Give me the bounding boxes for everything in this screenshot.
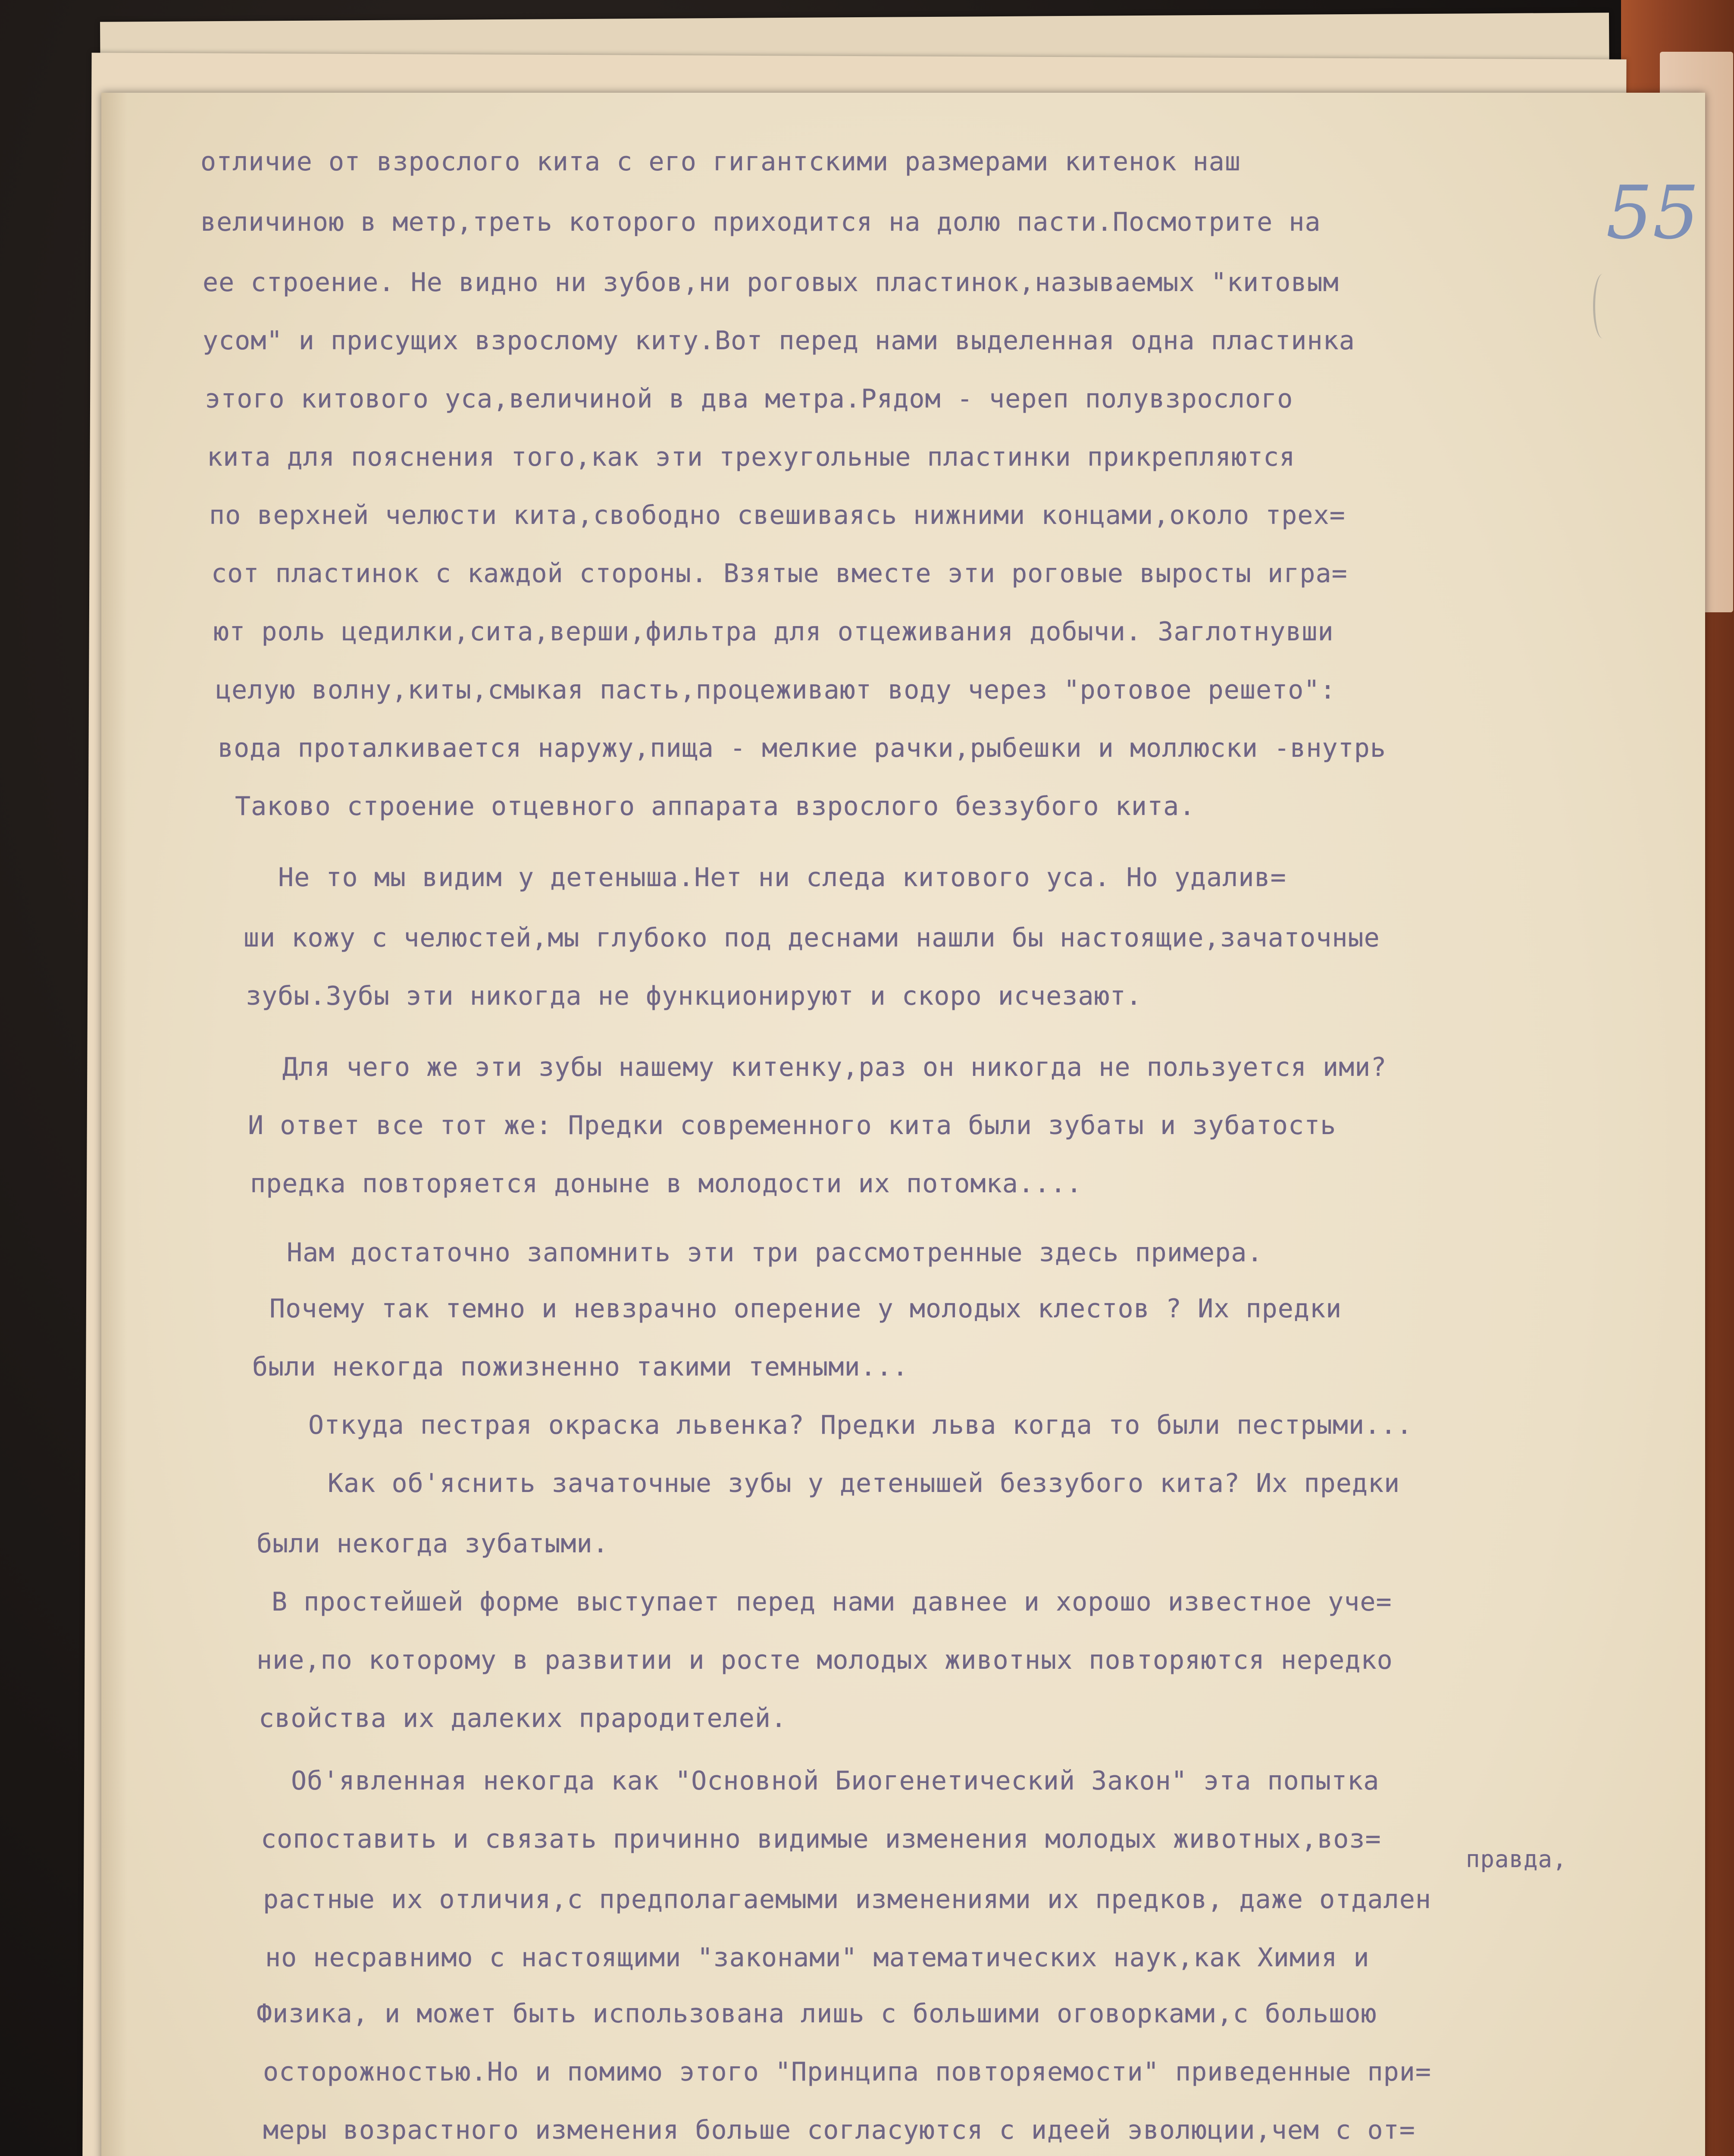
text-line: растные их отличия,с предполагаемыми изменениями их предков, даже отдален	[263, 1884, 1431, 1915]
text-line: Об'явленная некогда как "Основной Биогенетический Закон" эта попытка	[291, 1766, 1380, 1796]
text-line: Нам достаточно запомнить эти три рассмотренные здесь примера.	[287, 1238, 1263, 1268]
text-line: предка повторяется доныне в молодости их потомка....	[250, 1169, 1083, 1199]
text-line: Откуда пестрая окраска львенка? Предки льва когда то были пестрыми...	[308, 1410, 1413, 1440]
text-line: величиною в метр,треть которого приходится на долю пасти.Посмотрите на	[200, 207, 1321, 237]
text-line: ют роль цедилки,сита,верши,фильтра для отцеживания добычи. Заглотнувши	[213, 617, 1334, 647]
text-line: ши кожу с челюстей,мы глубоко под деснами нашли бы настоящие,зачаточные	[244, 923, 1380, 953]
text-line: В простейшей форме выступает перед нами давнее и хорошо известное уче=	[272, 1587, 1392, 1617]
text-line: ее строение. Не видно ни зубов,ни роговых пластинок,называемых "китовым	[203, 267, 1339, 298]
text-line: Физика, и может быть использована лишь с большими оговорками,с большою	[257, 1999, 1377, 2029]
text-line: Не то мы видим у детеныша.Нет ни следа китового уса. Но удалив=	[278, 862, 1286, 893]
text-line: зубы.Зубы эти никогда не функционируют и скоро исчезают.	[246, 981, 1142, 1011]
handwritten-insertion: правда,	[1466, 1846, 1567, 1873]
pencil-mark	[1593, 274, 1612, 338]
text-line: этого китового уса,величиной в два метра.Рядом - череп полувзрослого	[205, 384, 1293, 414]
text-line: осторожностью.Но и помимо этого "Принципа повторяемости" приведенные при=	[263, 2057, 1431, 2087]
text-line: И ответ все тот же: Предки современного кита были зубаты и зубатость	[248, 1110, 1336, 1141]
text-line: Для чего же эти зубы нашему китенку,раз он никогда не пользуется ими?	[282, 1052, 1387, 1082]
text-line: меры возрастного изменения больше согласуются с идеей эволюции,чем с от=	[263, 2115, 1415, 2145]
text-line: Как об'яснить зачаточные зубы у детенышей беззубого кита? Их предки	[328, 1468, 1400, 1498]
text-line: вода проталкивается наружу,пища - мелкие рачки,рыбешки и моллюски -внутрь	[218, 733, 1386, 763]
text-line: ние,по которому в развитии и росте молодых животных повторяются нередко	[257, 1645, 1393, 1675]
text-line: кита для пояснения того,как эти трехугольные пластинки прикрепляются	[207, 442, 1296, 472]
text-line: целую волну,киты,смыкая пасть,процеживают воду через "ротовое решето":	[216, 675, 1336, 705]
text-line: но несравнимо с настоящими "законами" математических наук,как Химия и	[265, 1943, 1370, 1973]
page-edge-shadow	[101, 93, 127, 2156]
text-line: Почему так темно и невзрачно оперение у молодых клестов ? Их предки	[269, 1294, 1342, 1324]
text-line: были некогда пожизненно такими темными...	[252, 1352, 909, 1382]
text-line: сопоставить и связать причинно видимые изменения молодых животных,воз=	[261, 1824, 1381, 1854]
typewritten-page	[101, 93, 1705, 2156]
text-line: усом" и присущих взрослому киту.Вот перед нами выделенная одна пластинка	[203, 326, 1355, 356]
text-line: были некогда зубатыми.	[257, 1529, 609, 1559]
text-line: отличие от взрослого кита с его гигантскими размерами китенок наш	[200, 147, 1241, 177]
text-line: по верхней челюсти кита,свободно свешиваясь нижними концами,около трех=	[209, 500, 1346, 530]
text-line: свойства их далеких прародителей.	[259, 1703, 787, 1733]
page-number-handwritten: 55	[1606, 170, 1700, 256]
text-line: сот пластинок с каждой стороны. Взятые вместе эти роговые выросты игра=	[211, 558, 1348, 589]
text-line: Таково строение отцевного аппарата взрослого беззубого кита.	[235, 791, 1196, 821]
